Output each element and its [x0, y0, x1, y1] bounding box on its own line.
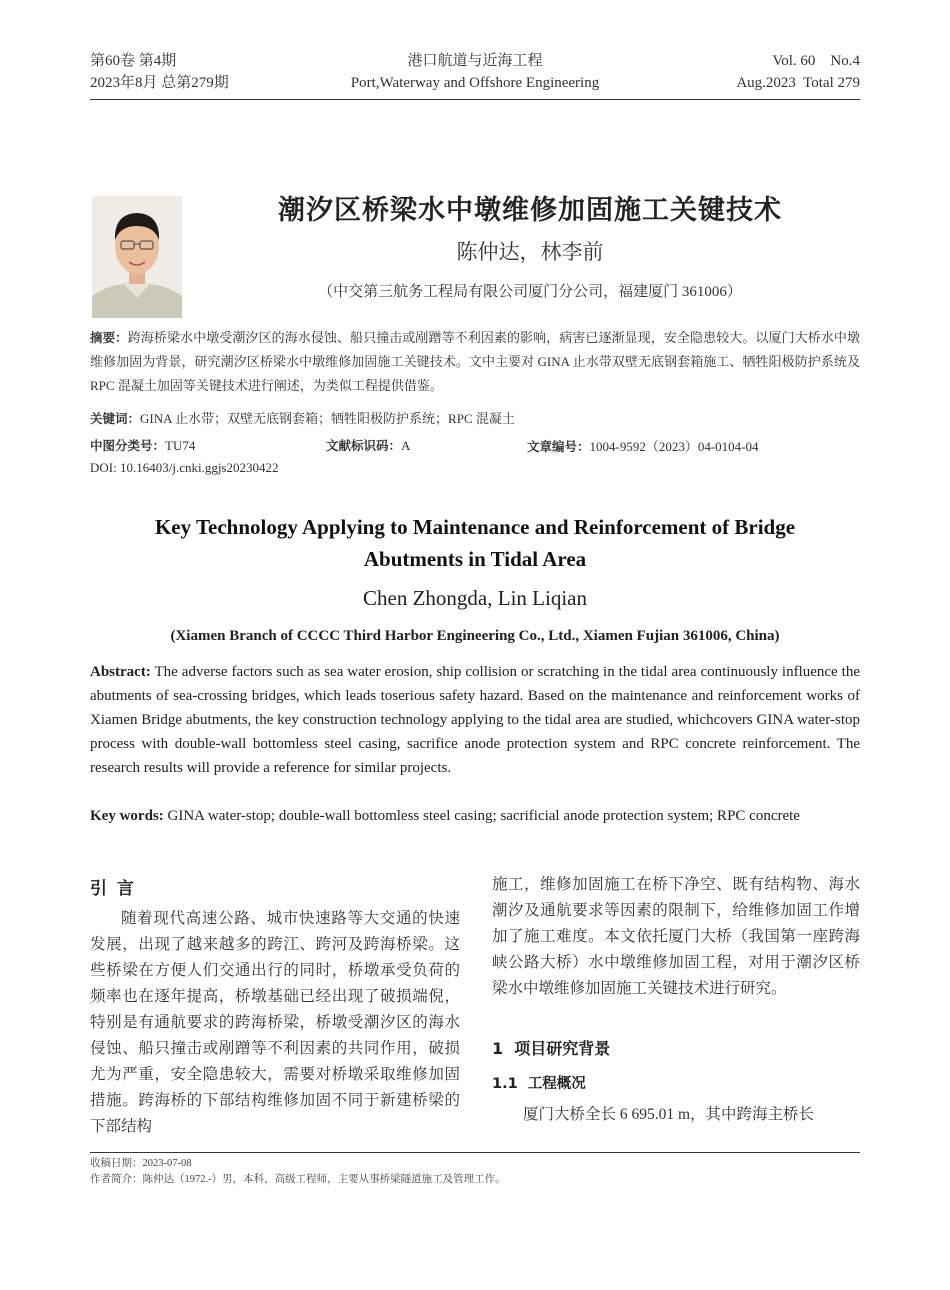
chinese-title: 潮汐区桥梁水中墩维修加固施工关键技术: [278, 195, 782, 226]
abstract-text-en: The adverse factors such as sea water erosion, ship collision or scratching in the tidal area continuously influence the abutments of sea-crossing bridges, which leads toserious safety hazard. Based on the maintenance and reinforcement works of Xiamen Bridge abutments, the key construction technology applying to the tidal area are studied, whichcovers GINA water-stop process with double-wall bottomless steel casing, sacrifice anode protection system and RPC concrete reinforcement. The research results will provide a reference for similar projects.: [90, 664, 860, 776]
english-title-line2: Abutments in Tidal Area: [363, 547, 587, 571]
article-number: [527, 436, 759, 455]
chinese-keywords: [90, 407, 860, 431]
intro-paragraph: [90, 906, 460, 1140]
author-bio: 作者简介：陈仲达（1972.-）男，本科，高级工程师，主要从事桥梁隧道施工及管理工作。: [90, 1174, 506, 1185]
abstract-text-cn: 跨海桥梁水中墩受潮汐区的海水侵蚀、船只撞击或剐蹭等不利因素的影响，病害已逐渐显现，安全隐患较大。以厦门大桥水中墩维修加固为背景，研究潮汐区桥梁水中墩维修加固施工关键技术。文中主要对 GINA 止水带双壁无底钢套箱施工、牺牲阳极防护系统及 RPC 混凝土加固等关键技术进行阐述，为类似工程提供借鉴。: [90, 330, 860, 393]
section-1-1-text: [492, 1102, 860, 1128]
header-date-cn: 2023年8月 总第279期: [90, 75, 229, 91]
author-photo: [92, 196, 182, 318]
abstract-label-en: Abstract:: [90, 664, 151, 680]
clc-number: [90, 436, 195, 454]
english-title: [90, 511, 860, 575]
right-column-paragraph: [492, 872, 860, 1002]
journal-name-en: Port,Waterway and Offshore Engineering: [350, 75, 600, 91]
english-affiliation: (Xiamen Branch of CCCC Third Harbor Engineering Co., Ltd., Xiamen Fujian 361006, China): [170, 628, 780, 644]
right-paragraph-text: 施工，维修加固施工在桥下净空、既有结构物、海水潮汐及通航要求等因素的限制下，给维修加固工作增加了施工难度。本文依托厦门大桥（我国第一座跨海峡公路大桥）水中墩维修加固工程，对用于潮汐区桥梁水中墩维修加固施工关键技术进行研究。: [492, 876, 860, 997]
english-title-line1: Key Technology Applying to Maintenance and Reinforcement of Bridge: [154, 515, 796, 539]
journal-issue-en: [736, 50, 860, 94]
header-rule: [90, 99, 860, 100]
clc-label: 中图分类号：: [90, 438, 166, 453]
section-1-1-first-line: 厦门大桥全长 6 695.01 m，其中跨海主桥长: [523, 1106, 815, 1123]
clc-value: TU74: [165, 438, 196, 453]
english-authors: Chen Zhongda, Lin Liqian: [363, 586, 587, 610]
keywords-label-cn: 关键词：: [90, 411, 141, 426]
header-volume-en: Vol. 60 No.4: [772, 53, 860, 69]
keywords-label-en: Key words:: [90, 808, 164, 824]
keywords-text-cn: GINA 止水带；双壁无底钢套箱；牺牲阳极防护系统；RPC 混凝土: [140, 411, 515, 426]
article-number-label: 文章编号：: [527, 439, 590, 454]
chinese-authors: 陈仲达，林李前: [456, 240, 604, 264]
chinese-abstract: [90, 326, 860, 398]
header-volume-cn: 第60卷 第4期: [90, 53, 177, 69]
english-keywords: [90, 804, 860, 828]
doi: DOI: 10.16403/j.cnki.ggjs20230422: [90, 460, 279, 475]
chinese-affiliation: （中交第三航务工程局有限公司厦门分公司，福建厦门 361006）: [318, 284, 742, 300]
section-1-1-heading: 1.1 工程概况: [492, 1076, 586, 1092]
header-date-en: Aug.2023 Total 279: [736, 75, 860, 91]
doc-code-label: 文献标识码：: [326, 438, 402, 453]
article-number-value: 1004-9592（2023）04-0104-04: [589, 439, 759, 454]
keywords-text-en: GINA water-stop; double-wall bottomless steel casing; sacrificial anode protection system; RPC concrete: [163, 808, 800, 824]
abstract-label-cn: 摘要：: [90, 330, 128, 345]
author-portrait-image: [92, 196, 182, 318]
english-abstract: [90, 660, 860, 780]
section-1-heading: 1 项目研究背景: [492, 1039, 611, 1058]
received-date: 收稿日期：2023-07-08: [90, 1158, 192, 1169]
intro-paragraph-text: 随着现代高速公路、城市快速路等大交通的快速发展，出现了越来越多的跨江、跨河及跨海桥梁。这些桥梁在方便人们交通出行的同时，桥墩承受负荷的频率也在逐年提高，桥墩基础已经出现了破损端倪，特别是有通航要求的跨海桥梁，桥墩受潮汐区的海水侵蚀、船只撞击或剐蹭等不利因素的共同作用，破损尤为严重，安全隐患较大，需要对桥墩采取维修加固措施。跨海桥的下部结构维修加固不同于新建桥梁的下部结构: [90, 910, 460, 1135]
footnote-rule: [90, 1152, 860, 1153]
document-code: [326, 436, 410, 454]
intro-heading: 引 言: [90, 879, 136, 899]
journal-name-cn: 港口航道与近海工程: [407, 53, 543, 69]
doc-code-value: A: [401, 438, 411, 453]
